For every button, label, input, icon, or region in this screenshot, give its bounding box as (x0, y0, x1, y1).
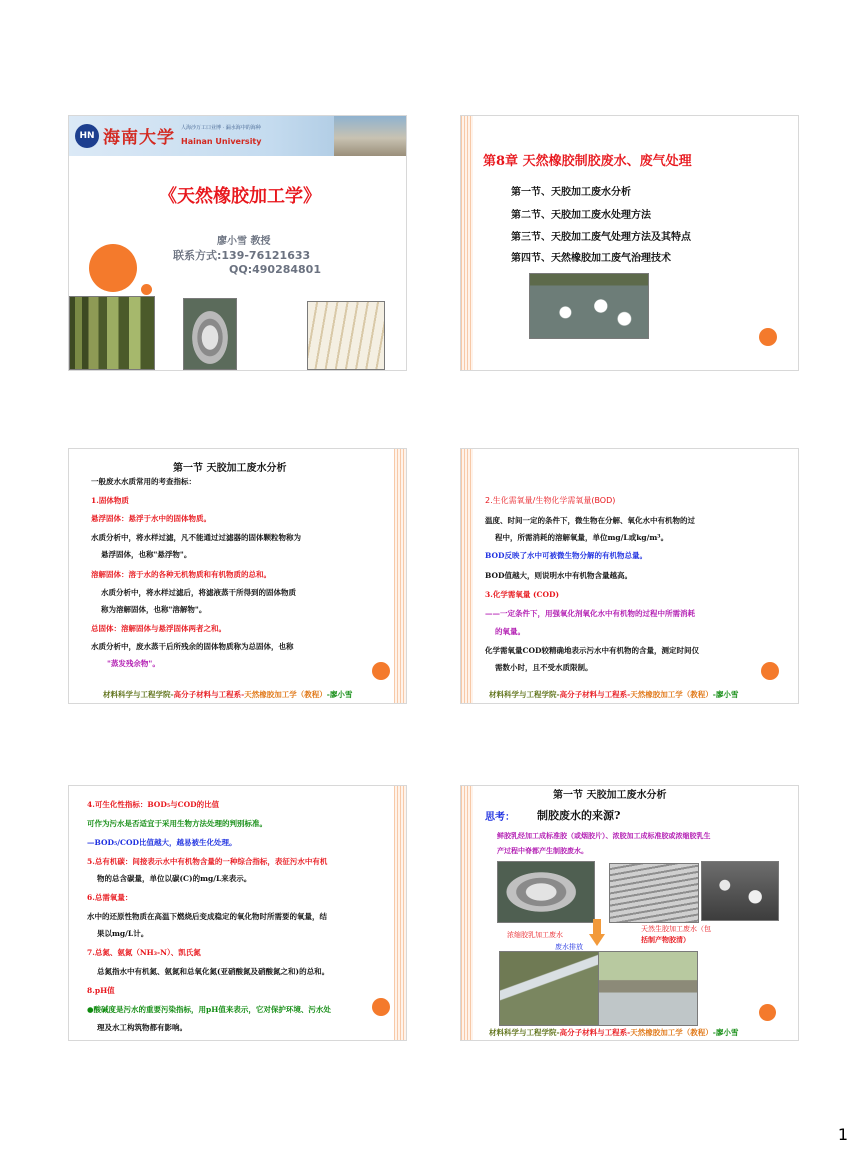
label-discharge: 废水排放 (555, 943, 583, 951)
contact-phone: 联系方式:139-76121633 (173, 249, 311, 262)
contact-qq: QQ:490284801 (229, 263, 321, 276)
text-line-12: ●酸碱度是污水的重要污染指标，用pH值来表示，它对保护环境、污水处 (87, 1005, 331, 1014)
footer-author: -廖小雪 (326, 690, 353, 699)
footer-school: 材料科学与工程学院- (489, 690, 560, 699)
text-line-13: 理及水工构筑物都有影响。 (97, 1023, 187, 1032)
text-line-11: 8.pH值 (87, 986, 115, 995)
university-name-cn: 海南大学 (103, 128, 175, 148)
processing-machine-photo (183, 298, 237, 370)
chapter-title: 第8章 天然橡胶制胶废水、废气处理 (483, 154, 692, 169)
text-line-1: 一般废水水质常用的考查指标： (91, 477, 196, 486)
rubber-drying-photo (307, 301, 385, 370)
side-stripe (461, 449, 473, 703)
decorative-circle (761, 662, 779, 680)
footer-author: -廖小雪 (712, 1028, 739, 1037)
section-item-4: 第四节、天然橡胶加工废气治理技术 (511, 253, 671, 264)
side-stripe (394, 786, 406, 1040)
text-line-5: BOD值越大，则说明水中有机物含量越高。 (485, 571, 633, 580)
teacher-name: 廖小雪 教授 (217, 236, 271, 247)
slide-4 (460, 448, 799, 704)
decorative-circle-large (89, 244, 137, 292)
slide-6 (460, 785, 799, 1041)
footer-author: -廖小雪 (712, 690, 739, 699)
text-line-2: 1.固体物质 (91, 496, 129, 505)
label-natural-rubber-wastewater-1: 天然生胶加工废水（包 (641, 925, 711, 933)
text-line-11: "蒸发残余物"。 (107, 659, 160, 668)
text-line-10: 总氮指水中有机氮、氨氮和总氧化氮(亚硝酸氮及硝酸氮之和)的总和。 (97, 967, 330, 976)
footer-course: 天然橡胶加工学（教程） (244, 690, 327, 699)
section-item-3: 第三节、天胶加工废气处理方法及其特点 (511, 232, 691, 243)
text-line-9: 总固体：溶解固体与悬浮固体两者之和。 (91, 624, 226, 633)
label-latex-wastewater: 浓缩胶乳加工废水 (507, 931, 563, 939)
text-line-9: 7.总氮、氨氮（NH₃-N）、凯氏氮 (87, 948, 201, 957)
text-line-2: 可作为污水是否适宜于采用生物方法处理的判别标准。 (87, 819, 267, 828)
label-natural-rubber-wastewater-2: 括制产物胶清） (641, 935, 690, 944)
footer-school: 材料科学与工程学院- (103, 690, 174, 699)
footer-course: 天然橡胶加工学（教程） (630, 1028, 713, 1037)
text-line-4: 水质分析中，将水样过滤，凡不能通过过滤器的固体颗粒物称为 (91, 533, 301, 542)
decorative-circle (372, 662, 390, 680)
question-text: 制胶废水的来源? (537, 809, 621, 822)
description-line-2: 产过程中脊都产生制胶废水。 (497, 846, 588, 855)
page-number: 1 (837, 1125, 848, 1144)
slide-title: 第一节 天胶加工废水分析 (173, 463, 287, 474)
treatment-pond-photo (598, 951, 698, 1026)
text-line-7: 水中的还原性物质在高温下燃烧后变成稳定的氧化物时所需要的氧量，结 (87, 912, 327, 921)
text-line-6: 3.化学需氧量 (COD) (485, 590, 560, 599)
text-line-8: 果以mg/L计。 (97, 929, 149, 938)
footer-department: 高分子材料与工程系- (173, 690, 245, 699)
text-line-4: 5.总有机碳：间接表示水中有机物含量的一种综合指标，表征污水中有机 (87, 857, 328, 866)
university-name-en: Hainan University (181, 137, 262, 146)
section-item-1: 第一节、天胶加工废水分析 (511, 187, 631, 198)
decorative-circle (372, 998, 390, 1016)
text-line-4: BOD反映了水中可被微生物分解的有机物总量。 (485, 551, 648, 560)
slide-1 (68, 115, 407, 371)
text-line-5: 悬浮固体，也称"悬浮物"。 (101, 550, 192, 559)
side-stripe (461, 786, 473, 1040)
text-line-8: 称为溶解固体，也称"溶解物"。 (101, 605, 207, 614)
down-arrow-icon (589, 919, 605, 947)
latex-machine-photo (497, 861, 595, 923)
description-line-1: 鲜胶乳经加工成标准胶（或烟胶片）、浓胶加工成标准胶或浓缩胶乳生 (497, 831, 711, 840)
footer-department: 高分子材料与工程系- (559, 1028, 631, 1037)
text-line-3: —BOD₅/COD比值越大，越易被生化处理。 (87, 838, 237, 847)
text-line-1: 4.可生化性指标：BOD₅与COD的比值 (87, 800, 220, 809)
think-label: 思考： (485, 812, 515, 823)
footer-school: 材料科学与工程学院- (489, 1028, 560, 1037)
university-logo-icon: HN (75, 124, 99, 148)
side-stripe (394, 449, 406, 703)
footer-department: 高分子材料与工程系- (559, 690, 631, 699)
rubber-plantation-photo (69, 296, 155, 370)
wastewater-discharge-photo (499, 951, 599, 1026)
university-motto: 人海沙万工口业博 · 漏水海中的海种 (181, 125, 261, 131)
text-line-8: 的氧量。 (495, 627, 525, 636)
text-line-2: 温度、时间一定的条件下，微生物在分解、氧化水中有机物的过 (485, 516, 695, 525)
banner-building (334, 116, 406, 156)
text-line-10: 需数小时，且不受水质限制。 (495, 663, 593, 672)
slide-title: 第一节 天胶加工废水分析 (553, 790, 667, 801)
slide-footer (489, 1027, 738, 1038)
text-line-6: 溶解固体：溶于水的各种无机物质和有机物质的总和。 (91, 570, 271, 579)
rubber-crumbs-photo (701, 861, 779, 921)
text-line-3: 悬浮固体：悬浮于水中的固体物质。 (91, 514, 211, 523)
footer-course: 天然橡胶加工学（教程） (630, 690, 713, 699)
decorative-circle (759, 328, 777, 346)
side-stripe (461, 116, 473, 370)
text-line-1: 2.生化需氧量/生物化学需氧量(BOD) (485, 496, 616, 505)
rubber-sheet-dryer-photo (609, 863, 699, 923)
slide-footer (103, 689, 352, 700)
section-item-2: 第二节、天胶加工废水处理方法 (511, 210, 651, 221)
text-line-6: 6.总需氧量： (87, 893, 133, 902)
slide-5 (68, 785, 407, 1041)
slide-2 (460, 115, 799, 371)
text-line-10: 水质分析中，废水蒸干后所残余的固体物质称为总固体，也称 (91, 642, 294, 651)
text-line-9: 化学需氧量COD较精确地表示污水中有机物的含量，测定时间仅 (485, 646, 700, 655)
course-title: 《天然橡胶加工学》 (159, 186, 321, 207)
decorative-circle-small (141, 284, 152, 295)
wastewater-aeration-photo (529, 273, 649, 339)
text-line-5: 物的总含碳量，单位以碳(C)的mg/L来表示。 (97, 874, 252, 883)
slide-footer (489, 689, 738, 700)
text-line-7: ——一定条件下，用强氧化剂氧化水中有机物的过程中所需消耗 (485, 609, 695, 618)
text-line-7: 水质分析中，将水样过滤后，将滤液蒸干所得到的固体物质 (101, 588, 296, 597)
slide-3 (68, 448, 407, 704)
text-line-3: 程中，所需消耗的溶解氧量，单位mg/L或kg/m³。 (495, 533, 669, 542)
decorative-circle (759, 1004, 776, 1021)
